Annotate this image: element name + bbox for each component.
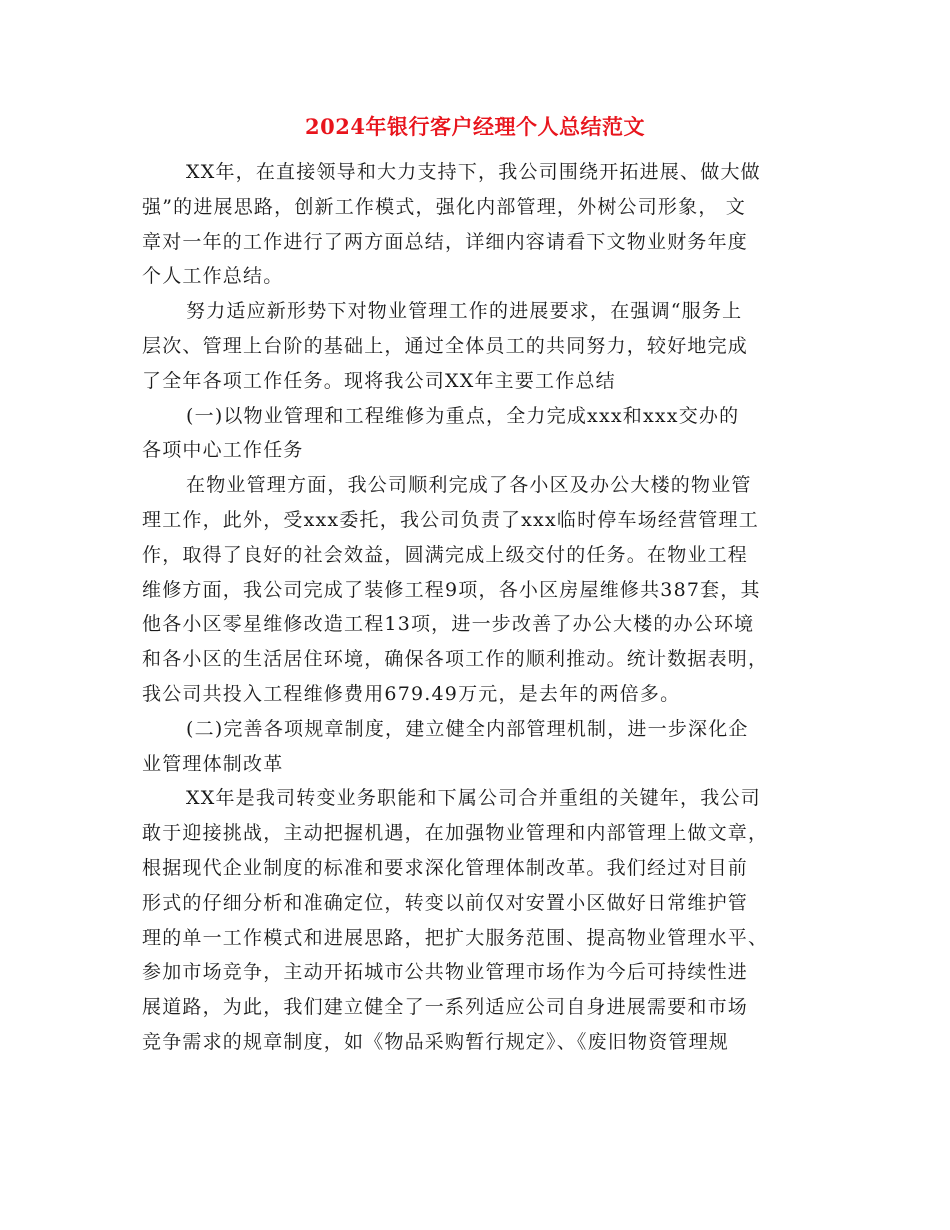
paragraph-line: 我公司共投入工程维修费用679.49万元，是去年的两倍多。 xyxy=(142,682,681,705)
section-heading-line: 业管理体制改革 xyxy=(142,752,284,775)
paragraph-line: XX年是我司转变业务职能和下属公司合并重组的关键年，我公司 xyxy=(186,787,761,810)
paragraph-line: 和各小区的生活居住环境，确保各项工作的顺利推动。统计数据表明， xyxy=(142,648,769,671)
paragraph-line: 作，取得了良好的社会效益，圆满完成上级交付的任务。在物业工程 xyxy=(142,543,749,566)
paragraph-line: 强”的进展思路，创新工作模式，强化内部管理，外树公司形象， 文 xyxy=(142,195,746,218)
paragraph-line: XX年，在直接领导和大力支持下，我公司围绕开拓进展、做大做 xyxy=(186,161,761,183)
section-heading-line: 各项中心工作任务 xyxy=(142,439,304,462)
paragraph-line: 展道路，为此，我们建立健全了一系列适应公司自身进展需要和市场 xyxy=(142,996,749,1019)
paragraph-line: 维修方面，我公司完成了装修工程9项，各小区房屋维修共387套，其 xyxy=(142,578,761,601)
paragraph-line: 参加市场竞争，主动开拓城市公共物业管理市场作为今后可持续性进 xyxy=(142,961,749,984)
paragraph-line: 根据现代企业制度的标准和要求深化管理体制改革。我们经过对目前 xyxy=(142,856,749,879)
paragraph-line: 敢于迎接挑战，主动把握机遇，在加强物业管理和内部管理上做文章， xyxy=(142,822,769,845)
paragraph-line: 努力适应新形势下对物业管理工作的进展要求，在强调“服务上 xyxy=(186,300,743,323)
paragraph-line: 在物业管理方面，我公司顺利完成了各小区及办公大楼的物业管 xyxy=(186,474,752,497)
paragraph-line: 个人工作总结。 xyxy=(142,265,284,288)
paragraph-line: 层次、管理上台阶的基础上，通过全体员工的共同努力，较好地完成 xyxy=(142,334,749,357)
paragraph-line: 理工作，此外，受xxx委托，我公司负责了xxx临时停车场经营管理工 xyxy=(142,508,759,531)
document-body xyxy=(142,155,822,1060)
paragraph-line: 形式的仔细分析和准确定位，转变以前仅对安置小区做好日常维护管 xyxy=(142,891,749,914)
paragraph-line: 章对一年的工作进行了两方面总结，详细内容请看下文物业财务年度 xyxy=(142,230,749,253)
paragraph-line: 竞争需求的规章制度，如《物品采购暂行规定》、《废旧物资管理规 xyxy=(142,1030,730,1053)
document-title: 2024年银行客户经理个人总结范文 xyxy=(305,114,645,139)
section-heading-line: (一)以物业管理和工程维修为重点，全力完成xxx和xxx交办的 xyxy=(186,404,740,427)
paragraph-line: 他各小区零星维修改造工程13项，进一步改善了办公大楼的办公环境 xyxy=(142,613,755,636)
paragraph-line: 了全年各项工作任务。现将我公司XX年主要工作总结 xyxy=(142,369,616,392)
section-heading-line: (二)完善各项规章制度，建立健全内部管理机制，进一步深化企 xyxy=(186,717,749,740)
paragraph-line: 理的单一工作模式和进展思路，把扩大服务范围、提高物业管理水平、 xyxy=(142,926,769,949)
